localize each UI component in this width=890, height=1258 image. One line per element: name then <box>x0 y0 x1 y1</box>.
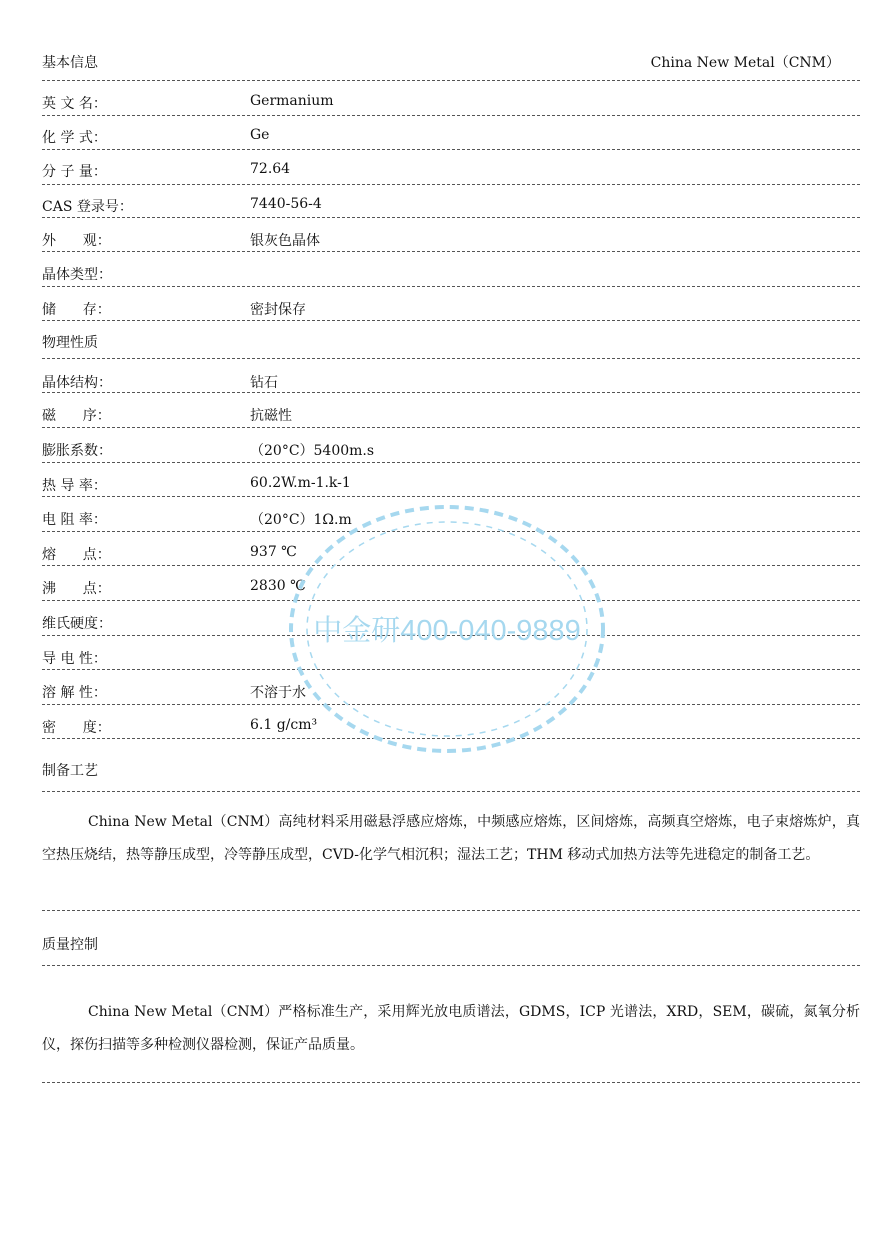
prop-row-melting-point <box>42 532 860 566</box>
field-value: 银灰色晶体 <box>250 233 320 249</box>
prop-row-density <box>42 705 860 739</box>
header-row <box>42 44 860 81</box>
field-label: 化 学 式： <box>42 130 107 146</box>
process-paragraph-row <box>42 792 860 911</box>
field-value: 抗磁性 <box>250 408 292 424</box>
field-value: 2830 ℃ <box>250 578 306 594</box>
field-label: 密 度： <box>42 720 111 736</box>
prop-row-crystal-structure <box>42 359 860 393</box>
brand-text: China New Metal（CNM） <box>650 55 840 71</box>
field-label: 沸 点： <box>42 581 111 597</box>
field-label: 英 文 名： <box>42 96 107 112</box>
field-label: 维氏硬度： <box>42 616 112 632</box>
field-label: 电 阻 率： <box>42 512 107 528</box>
field-label: 磁 序： <box>42 408 111 424</box>
prop-row-boiling-point <box>42 566 860 601</box>
section-title-process: 制备工艺 <box>42 763 98 779</box>
prop-row-expansion <box>42 428 860 463</box>
field-value: （20°C）5400m.s <box>250 443 375 459</box>
prop-row-thermal-conductivity <box>42 463 860 497</box>
field-value: Ge <box>250 127 270 143</box>
field-value: （20°C）1Ω.m <box>250 512 352 528</box>
field-label: 分 子 量： <box>42 164 107 180</box>
process-paragraph: China New Metal（CNM）高纯材料采用磁悬浮感应熔炼，中频感应熔炼，区间熔炼，高频真空熔炼，电子束熔炼炉，真空热压烧结，热等静压成型，冷等静压成型，CVD-化学气相沉积；湿法工艺；THM 移动式加热方法等先进稳定的制备工艺。 <box>42 814 860 863</box>
field-value: 不溶于水 <box>250 685 306 701</box>
field-label: 热 导 率： <box>42 478 107 494</box>
section-title-quality: 质量控制 <box>42 937 98 953</box>
section-title-physical: 物理性质 <box>42 335 98 351</box>
field-label: 溶 解 性： <box>42 685 107 701</box>
field-label: 晶体结构： <box>42 375 112 391</box>
quality-paragraph: China New Metal（CNM）严格标准生产，采用辉光放电质谱法，GDMS，ICP 光谱法，XRD，SEM，碳硫，氮氧分析仪，探伤扫描等多种检测仪器检测，保证产品质量。 <box>42 1004 860 1053</box>
field-label: 储 存： <box>42 302 111 318</box>
prop-row-conductivity <box>42 636 860 670</box>
field-value: 钻石 <box>250 375 278 391</box>
prop-row-solubility <box>42 670 860 705</box>
info-row-storage <box>42 287 860 321</box>
info-row-appearance <box>42 218 860 252</box>
field-value: Germanium <box>250 93 334 109</box>
prop-row-vickers-hardness <box>42 601 860 636</box>
info-row-crystal-type <box>42 252 860 287</box>
info-row-formula <box>42 116 860 150</box>
quality-paragraph-row <box>42 966 860 1083</box>
info-row-english-name <box>42 81 860 116</box>
section-row-physical <box>42 321 860 359</box>
field-label: 膨胀系数： <box>42 443 112 459</box>
watermark-text: 中金研400-040-9889 <box>313 615 581 647</box>
info-row-cas <box>42 185 860 218</box>
prop-row-magnetic-order <box>42 393 860 428</box>
section-row-quality <box>42 911 860 966</box>
field-label: 熔 点： <box>42 547 111 563</box>
prop-row-resistivity <box>42 497 860 532</box>
field-value: 7440-56-4 <box>250 196 322 212</box>
field-value: 72.64 <box>250 161 291 177</box>
field-label: CAS 登录号： <box>42 199 133 215</box>
field-value: 密封保存 <box>250 302 306 318</box>
section-row-process <box>42 739 860 792</box>
field-label: 晶体类型： <box>42 267 112 283</box>
section-title-basic: 基本信息 <box>42 55 98 71</box>
field-label: 外 观： <box>42 233 111 249</box>
field-label: 导 电 性： <box>42 651 107 667</box>
info-row-molecular-weight <box>42 150 860 185</box>
field-value: 60.2W.m-1.k-1 <box>250 475 351 491</box>
field-value: 6.1 g/cm³ <box>250 717 318 733</box>
field-value: 937 ℃ <box>250 544 297 560</box>
